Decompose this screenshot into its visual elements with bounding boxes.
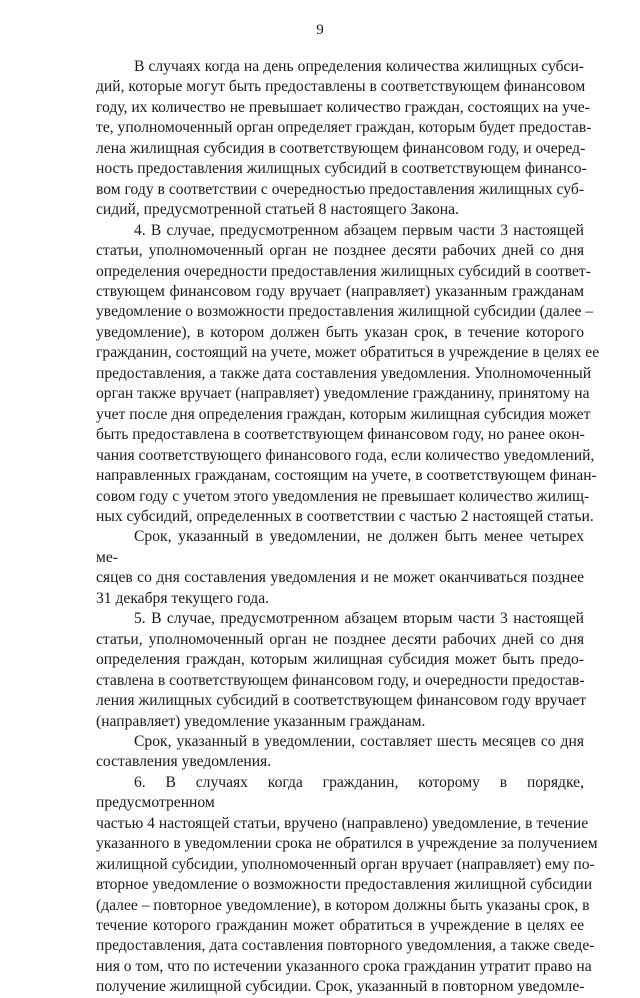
text-line: ставлена в соответствующем финансовом году, и очередности предостав- xyxy=(96,671,585,689)
text-line: чания соответствующего финансового года, если количество уведомлений, xyxy=(96,446,595,464)
text-line: орган также вручает (направляет) уведомление гражданину, принятому на xyxy=(96,385,590,403)
text-line: уведомление о возможности предоставления жилищной субсидии (далее – xyxy=(96,303,594,321)
text-line: уведомление), в котором должен быть указан срок, в течение которого xyxy=(96,323,584,341)
text-line: указанного в уведомлении срока не обратился в учреждение за получением xyxy=(96,835,598,853)
text-line: дий, которые могут быть предоставлены в соответствующем финансовом xyxy=(96,78,586,96)
text-line: предоставления, а также дата составления уведомления. Уполномоченный xyxy=(96,364,592,382)
text-line: В случаях когда на день определения количества жилищных субси- xyxy=(134,58,584,75)
text-line: году, их количество не превышает количество граждан, состоящих на уче- xyxy=(96,98,590,116)
text-line: 4. В случае, предусмотренном абзацем первым части 3 настоящей xyxy=(134,221,584,239)
text-line: быть предоставлена в соответствующем финансовом году, но ранее окон- xyxy=(96,426,585,444)
text-line: вом году в соответствии с очередностью предоставления жилищных суб- xyxy=(96,180,584,198)
text-line: течение которого гражданин может обратиться в учреждение в целях ее xyxy=(96,917,584,935)
text-line: ных субсидий, определенных в соответствии с частью 2 настоящей статьи. xyxy=(96,507,594,525)
text-line: статьи, уполномоченный орган не позднее десяти рабочих дней со дня xyxy=(96,242,584,260)
text-line: (далее – повторное уведомление), в котором должны быть указаны срок, в xyxy=(96,896,590,914)
text-line: лена жилищная субсидия в соответствующем финансовом году, и очеред- xyxy=(96,139,586,157)
document-body xyxy=(96,57,600,998)
paragraph-item-6 xyxy=(96,773,598,998)
text-line: учет после дня определения граждан, которым жилищная субсидия может xyxy=(96,405,591,423)
text-line: получение жилищной субсидии. Срок, указанный в повторном уведомле- xyxy=(96,978,585,996)
page-number: 9 xyxy=(316,22,324,38)
text-line: предоставления, дата составления повторного уведомления, а также сведе- xyxy=(96,937,595,955)
text-line: те, уполномоченный орган определяет граждан, которым будет предостав- xyxy=(96,119,592,137)
text-line: Срок, указанный в уведомлении, составляет шесть месяцев со дня xyxy=(134,732,584,750)
text-line: сидий, предусмотренной статьей 8 настоящего Закона. xyxy=(96,201,459,219)
text-line: ность предоставления жилищных субсидий в соответствующем финансо- xyxy=(96,160,587,178)
text-line: направленных гражданам, состоящим на учете, в соответствующем финан- xyxy=(96,467,597,485)
text-line: гражданин, состоящий на учете, может обратиться в учреждение в целях ее xyxy=(96,344,600,362)
text-line: частью 4 настоящей статьи, вручено (направлено) уведомление, в течение xyxy=(96,814,589,832)
paragraph-item-5 xyxy=(96,609,587,732)
paragraph-notice-term xyxy=(96,527,584,609)
text-line: ления жилищных субсидий в соответствующем финансовом году вручает xyxy=(96,692,587,710)
text-line: совом году с учетом этого уведомления не превышает количество жилищ- xyxy=(96,487,590,505)
paragraph-item-4 xyxy=(96,221,600,528)
text-line: жилищной субсидии, уполномоченный орган вручает (направляет) ему по- xyxy=(96,855,595,873)
text-line: ния о том, что по истечении указанного срока гражданин утратит право на xyxy=(96,957,592,975)
text-line: Срок, указанный в уведомлении, не должен быть менее четырех ме- xyxy=(96,528,584,566)
text-line: статьи, уполномоченный орган не позднее десяти рабочих дней со дня xyxy=(96,630,584,648)
text-line: вторное уведомление о возможности предоставления жилищной субсидии xyxy=(96,876,593,894)
text-line: 6. В случаях когда гражданин, которому в порядке, предусмотренном xyxy=(96,773,584,812)
paragraph-six-months xyxy=(96,732,584,773)
text-line: 5. В случае, предусмотренном абзацем вторым части 3 настоящей xyxy=(134,610,584,628)
text-line: сяцев со дня составления уведомления и не может оканчиваться позднее xyxy=(96,569,584,587)
text-line: ствующем финансовом году вручает (направляет) указанным гражданам xyxy=(96,282,584,300)
paragraph-subsidy-count xyxy=(96,57,592,221)
text-line: (направляет) уведомление указанным гражданам. xyxy=(96,712,426,730)
text-line: определения очередности предоставления жилищных субсидий в соответ- xyxy=(96,262,591,280)
text-line: составления уведомления. xyxy=(96,753,272,771)
text-line: 31 декабря текущего года. xyxy=(96,589,270,607)
text-line: определения граждан, которым жилищная субсидия может быть предо- xyxy=(96,651,584,669)
